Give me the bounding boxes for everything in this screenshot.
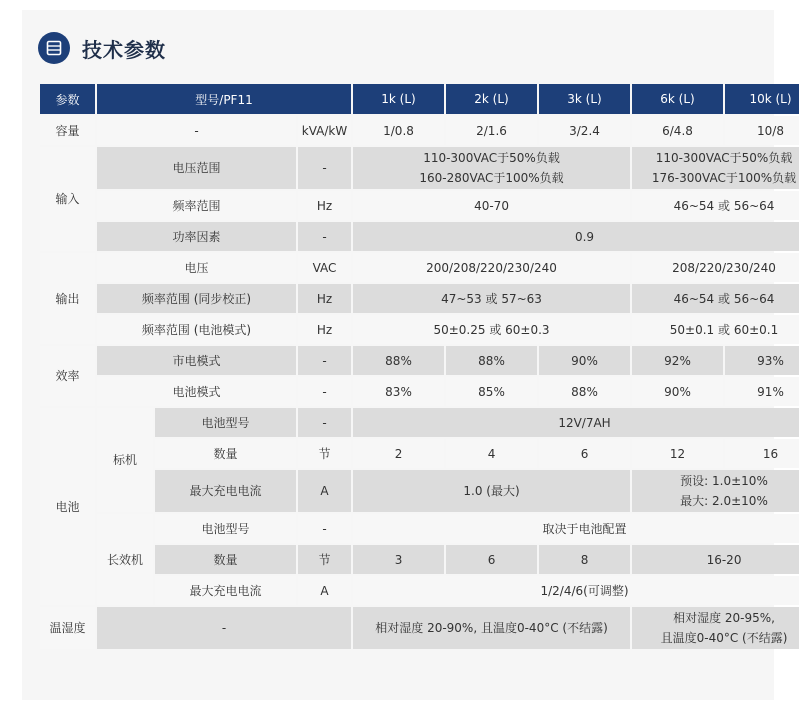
row-label: 数量 — [155, 439, 296, 468]
value-line: 160-280VAC于100%负载 — [419, 171, 564, 185]
value-cell: 85% — [446, 377, 537, 406]
value-cell: 50±0.1 或 60±0.1 — [632, 315, 799, 344]
table-row — [40, 253, 799, 282]
table-row — [40, 191, 799, 220]
subgroup-label: 标机 — [97, 408, 153, 512]
group-label: 温湿度 — [40, 607, 95, 649]
unit-cell: Hz — [298, 284, 351, 313]
section-header — [38, 30, 166, 66]
section-title: 技术参数 — [82, 37, 166, 62]
header-model: 型号/PF11 — [97, 84, 351, 114]
unit-cell: - — [298, 147, 351, 189]
value-cell: 取决于电池配置 — [353, 514, 799, 543]
header-model-2k: 2k (L) — [446, 84, 537, 114]
row-label: 市电模式 — [97, 346, 296, 375]
value-cell: 相对湿度 20-90%, 且温度0-40°C (不结露) — [353, 607, 630, 649]
row-label: 功率因素 — [97, 222, 296, 251]
value-line: 110-300VAC于50%负载 — [655, 151, 793, 165]
value-cell: 46~54 或 56~64 — [632, 191, 799, 220]
value-cell: 47~53 或 57~63 — [353, 284, 630, 313]
header-model-10k: 10k (L) — [725, 84, 799, 114]
row-label: 电池模式 — [97, 377, 296, 406]
table-row — [40, 408, 799, 437]
value-cell: 40-70 — [353, 191, 630, 220]
group-label: 电池 — [40, 408, 95, 605]
value-cell — [632, 607, 799, 649]
header-model-6k: 6k (L) — [632, 84, 723, 114]
value-cell: 200/208/220/230/240 — [353, 253, 630, 282]
header-model-3k: 3k (L) — [539, 84, 630, 114]
value-cell: 16-20 — [632, 545, 799, 574]
header-model-1k: 1k (L) — [353, 84, 444, 114]
table-row — [40, 116, 799, 145]
value-cell: 50±0.25 或 60±0.3 — [353, 315, 630, 344]
value-cell: 91% — [725, 377, 799, 406]
value-cell: 1/0.8 — [353, 116, 444, 145]
value-line: 110-300VAC于50%负载 — [423, 151, 560, 165]
value-cell: 3/2.4 — [539, 116, 630, 145]
table-row — [40, 545, 799, 574]
unit-cell: 节 — [298, 545, 351, 574]
table-row — [40, 470, 799, 512]
value-cell: 6 — [446, 545, 537, 574]
table-row — [40, 284, 799, 313]
value-cell: 1/2/4/6(可调整) — [353, 576, 799, 605]
unit-cell: VAC — [298, 253, 351, 282]
value-cell: 88% — [446, 346, 537, 375]
spec-table — [38, 82, 799, 651]
spec-list-icon — [38, 32, 70, 64]
value-cell: 93% — [725, 346, 799, 375]
unit-cell: - — [298, 222, 351, 251]
row-label: - — [97, 607, 351, 649]
table-row — [40, 607, 799, 649]
row-label: 电压范围 — [97, 147, 296, 189]
value-cell: 83% — [353, 377, 444, 406]
unit-cell: - — [298, 346, 351, 375]
unit-cell: - — [298, 408, 351, 437]
header-param: 参数 — [40, 84, 95, 114]
value-cell: 6 — [539, 439, 630, 468]
value-cell: 1.0 (最大) — [353, 470, 630, 512]
value-line: 176-300VAC于100%负载 — [651, 171, 797, 185]
table-row — [40, 222, 799, 251]
group-label: 容量 — [40, 116, 95, 145]
subgroup-label: 长效机 — [97, 514, 153, 605]
value-cell: 10/8 — [725, 116, 799, 145]
value-cell: 8 — [539, 545, 630, 574]
unit-cell: - — [298, 377, 351, 406]
table-row — [40, 514, 799, 543]
value-cell: 6/4.8 — [632, 116, 723, 145]
row-label: 频率范围 — [97, 191, 296, 220]
table-row — [40, 439, 799, 468]
value-cell: 88% — [353, 346, 444, 375]
group-label: 效率 — [40, 346, 95, 406]
value-line: 预设: 1.0±10% — [680, 474, 768, 488]
value-cell: 2 — [353, 439, 444, 468]
unit-cell: 节 — [298, 439, 351, 468]
value-cell: 90% — [539, 346, 630, 375]
unit-cell: Hz — [298, 191, 351, 220]
row-label: 电压 — [97, 253, 296, 282]
value-cell — [632, 147, 799, 189]
value-cell: 0.9 — [353, 222, 799, 251]
value-cell: 90% — [632, 377, 723, 406]
unit-cell: A — [298, 576, 351, 605]
unit-cell: - — [298, 514, 351, 543]
group-label: 输出 — [40, 253, 95, 344]
group-label: 输入 — [40, 147, 95, 251]
value-cell — [353, 147, 630, 189]
value-line: 且温度0-40°C (不结露) — [660, 631, 788, 645]
value-cell: 12 — [632, 439, 723, 468]
value-cell: 208/220/230/240 — [632, 253, 799, 282]
value-cell: 46~54 或 56~64 — [632, 284, 799, 313]
value-cell: 3 — [353, 545, 444, 574]
value-cell: 4 — [446, 439, 537, 468]
table-row — [40, 147, 799, 189]
unit-cell: Hz — [298, 315, 351, 344]
value-cell: 16 — [725, 439, 799, 468]
value-cell: 2/1.6 — [446, 116, 537, 145]
table-header-row — [40, 84, 799, 114]
row-label: 频率范围 (同步校正) — [97, 284, 296, 313]
value-cell: 12V/7AH — [353, 408, 799, 437]
row-label: 电池型号 — [155, 408, 296, 437]
value-cell — [632, 470, 799, 512]
value-cell: 92% — [632, 346, 723, 375]
row-label: 最大充电电流 — [155, 576, 296, 605]
table-row — [40, 377, 799, 406]
unit-cell: kVA/kW — [298, 116, 351, 145]
table-row — [40, 346, 799, 375]
table-row — [40, 315, 799, 344]
row-label: - — [97, 116, 296, 145]
table-row — [40, 576, 799, 605]
value-line: 最大: 2.0±10% — [680, 494, 768, 508]
row-label: 频率范围 (电池模式) — [97, 315, 296, 344]
row-label: 最大充电电流 — [155, 470, 296, 512]
row-label: 电池型号 — [155, 514, 296, 543]
value-line: 相对湿度 20-95%, — [673, 611, 775, 625]
unit-cell: A — [298, 470, 351, 512]
value-cell: 88% — [539, 377, 630, 406]
row-label: 数量 — [155, 545, 296, 574]
